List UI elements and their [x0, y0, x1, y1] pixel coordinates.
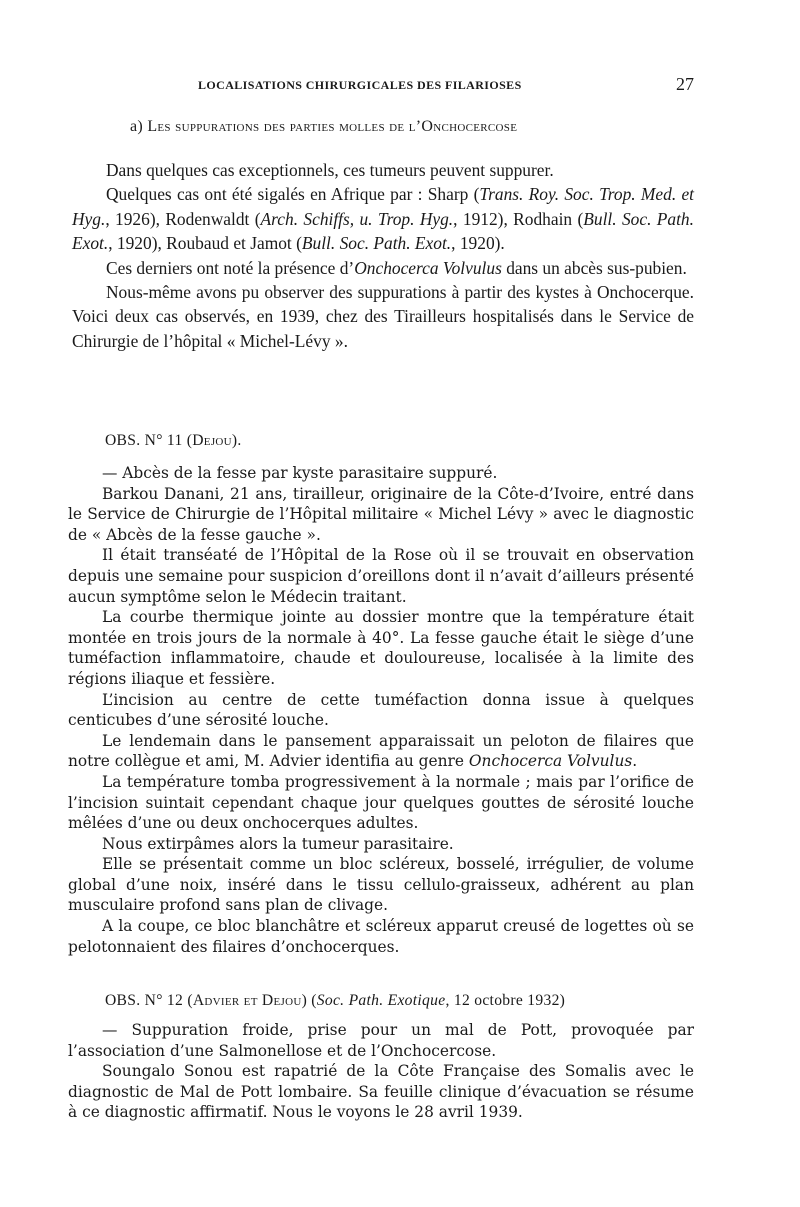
running-title: LOCALISATIONS CHIRURGICALES DES FILARIOSES [198, 78, 522, 92]
obs-11-text [68, 463, 694, 957]
obs-11-paragraph: Il était transéaté de l’Hôpital de la Rose où il se trouvait en observation depuis une semaine pour suspicion d’oreillons dont il n’avait d’ailleurs présenté aucun symptôme selon le Médecin traitant. [68, 546, 694, 606]
obs-11-paragraph: Nous extirpâmes alors la tumeur parasitaire. [102, 834, 454, 853]
page-number: 27 [676, 74, 694, 94]
obs-11-paragraph: La courbe thermique jointe au dossier montre que la température était montée en trois jours de la normale à 40°. La fesse gauche était le siège d’une tuméfaction inflammatoire, chaude et douloureuse, localisée à la limite des régions iliaque et fessière. [68, 608, 694, 688]
intro-paragraph-1: Dans quelques cas exceptionnels, ces tumeurs peuvent suppurer. [106, 160, 554, 180]
intro-paragraph-4: Nous-même avons pu observer des suppurations à partir des kystes à Onchocerque. Voici deux cas observés, en 1939, chez des Tirailleurs hospitalisés dans le Service de Chirurgie de l’hôpital « Michel-Lévy ». [72, 282, 694, 351]
obs-11-heading: OBS. N° 11 (Dejou). [105, 432, 242, 449]
obs-11-paragraph: L’incision au centre de cette tuméfaction donna issue à quelques centicubes d’une sérosité louche. [68, 690, 694, 730]
intro-paragraph-3: Ces derniers ont noté la présence d’Onchocerca Volvulus dans un abcès sus-pubien. [106, 257, 687, 278]
obs-11-paragraph: — Abcès de la fesse par kyste parasitaire suppuré. [102, 464, 498, 482]
obs-11-paragraph: A la coupe, ce bloc blanchâtre et scléreux apparut creusé de logettes où se pelotonnaient des filaires d’onchocerques. [68, 917, 694, 956]
obs-12-heading: OBS. N° 12 (Advier et Dejou) (Soc. Path. Exotique, 12 octobre 1932) [105, 992, 566, 1009]
obs-11-paragraph: La température tomba progressivement à la normale ; mais par l’orifice de l’incision suintait cependant chaque jour quelques gouttes de sérosité louche mêlées d’une ou deux onchocerques adultes. [68, 772, 694, 833]
section-heading [130, 118, 690, 136]
obs-11-paragraph: Barkou Danani, 21 ans, tirailleur, originaire de la Côte-d’Ivoire, entré dans le Service de Chirurgie de l’Hôpital militaire « Michel Lévy » avec le diagnostic de « Abcès de la fesse gauche ». [68, 484, 694, 544]
obs-12-paragraph: Soungalo Sonou est rapatrié de la Côte Française des Somalis avec le diagnostic de Mal de Pott lombaire. Sa feuille clinique d’évacuation se résume à ce diagnostic affirmatif. Nous le voyons le 28 avril 1939. [68, 1062, 694, 1122]
intro-text [72, 158, 694, 353]
obs-12-text [68, 1020, 694, 1123]
section-title: Les suppurations des parties molles de l’Onchocercose [147, 118, 518, 135]
intro-paragraph-2: Quelques cas ont été sigalés en Afrique par : Sharp (Trans. Roy. Soc. Trop. Med. et Hyg., 1926), Rodenwaldt (Arch. Schiffs, u. Trop. Hyg., 1912), Rodhain (Bull. Soc. Path. Exot., 1920), Roubaud et Jamot (Bull. Soc. Path. Exot., 1920). [72, 184, 694, 254]
obs-11-paragraph: Le lendemain dans le pansement apparaissait un peloton de filaires que notre collègue et ami, M. Advier identifia au genre Onchocerca Volvulus. [68, 731, 694, 771]
obs-11-paragraph: Elle se présentait comme un bloc scléreux, bosselé, irrégulier, de volume global d’une noix, inséré dans le tissu cellulo-graisseux, adhérent au plan musculaire profond sans plan de clivage. [68, 855, 694, 915]
obs-12-paragraph: — Suppuration froide, prise pour un mal de Pott, provoquée par l’association d’une Salmonellose et de l’Onchocercose. [68, 1021, 694, 1060]
section-prefix: a) [130, 118, 148, 135]
